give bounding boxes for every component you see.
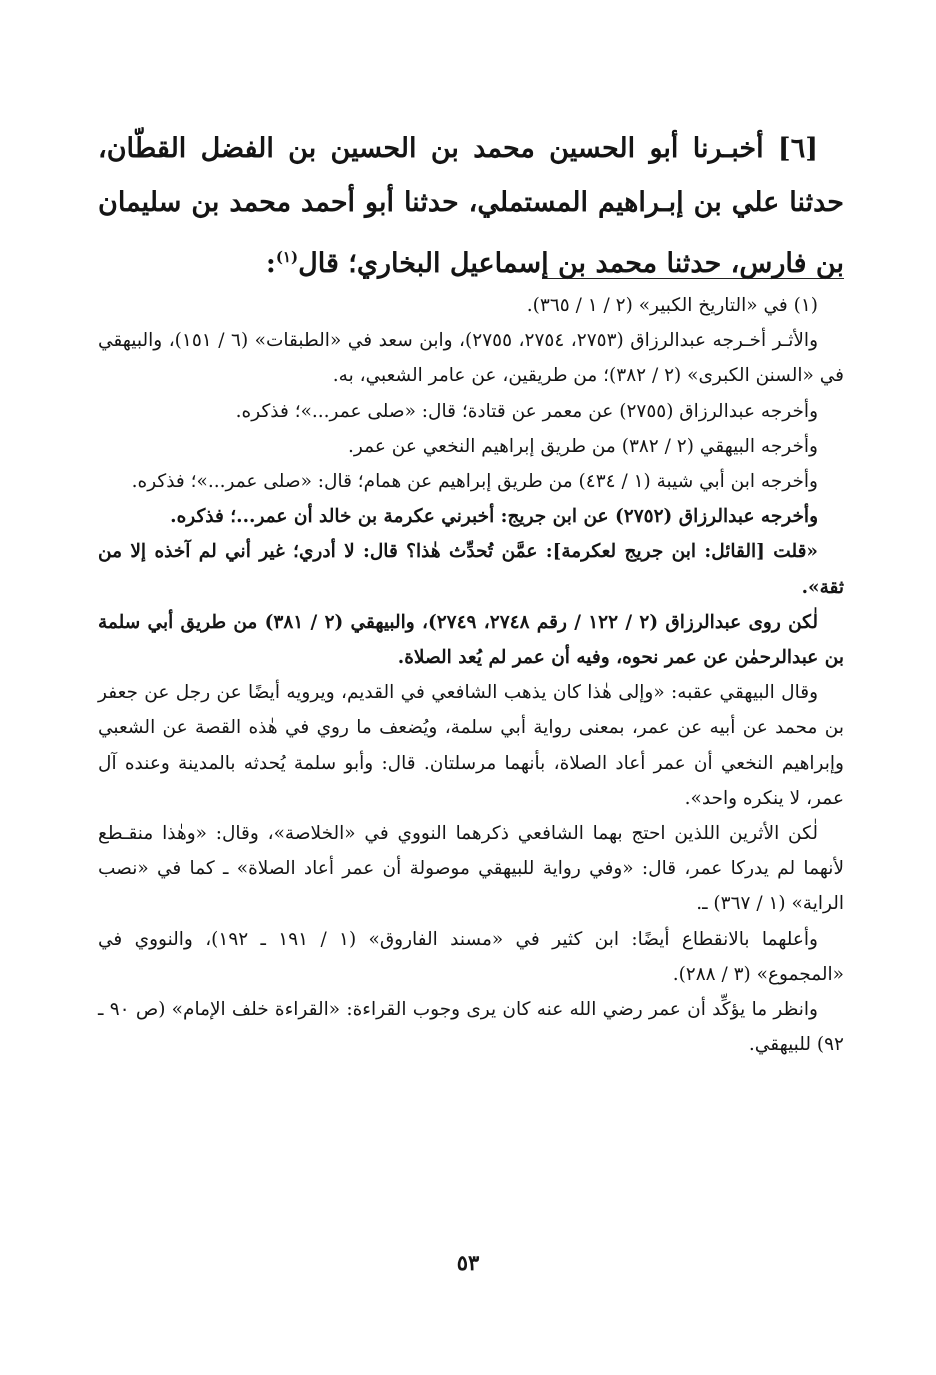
footnote-line: والأثـر أخـرجه عبدالرزاق (٢٧٥٣، ٢٧٥٤، ٢٧٥٥)، وابن سعد في «الطبقات» (٦ / ١٥١)، والبيهقي في «السنن الكبرى» (٢ / ٣٨٢)؛ من طريقين، عن عامر الشعبي، به. xyxy=(98,330,844,387)
footnote-line: وأخرجه ابن أبي شيبة (١ / ٤٣٤) من طريق إبراهيم عن همام؛ قال: «صلى عمر...»؛ فذكره. xyxy=(131,471,818,493)
footnotes-section xyxy=(98,288,844,1062)
footnote-line: وأعلهما بالانقطاع أيضًا: ابن كثير في «مسند الفاروق» (١ / ١٩١ ـ ١٩٢)، والنووي في «المجموع» (٣ / ٢٨٨). xyxy=(98,928,844,985)
footnote-line: لٰكن الأثرين اللذين احتج بهما الشافعي ذكرهما النووي في «الخلاصة»، وقال: «وهٰذا منقـطع لأنهما لم يدركا عمر، قال: «وفي رواية للبيهقي موصولة أن عمر أعاد الصلاة» ـ كما في «نصب الراية» (١ / ٣٦٧) ـ. xyxy=(98,823,844,915)
footnote-separator xyxy=(542,278,844,279)
footnote-line: لٰكن روى عبدالرزاق (٢ / ١٢٢ / رقم ٢٧٤٨، ٢٧٤٩)، والبيهقي (٢ / ٣٨١) من طريق أبي سلمة بن عبدالرحمٰن عن عمر نحوه، وفيه أن عمر لم يُعد الصلاة. xyxy=(98,611,844,669)
hadith-paragraph xyxy=(98,122,844,291)
hadith-ending: : xyxy=(265,248,276,279)
footnote-line: «قلت [القائل: ابن جريج لعكرمة]: عمَّن تُحدِّث هٰذا؟ قال: لا أدري؛ غير أني لم آخذه إلا من ثقة». xyxy=(98,541,844,598)
hadith-text: [٦] أخبـرنا أبو الحسين محمد بن الحسين بن الفضل القطّان، حدثنا علي بن إبـراهيم المستملي، حدثنا أبو أحمد محمد بن سليمان بن فارس، حدثنا محمد بن إسماعيل البخاري؛ قال xyxy=(98,133,844,279)
footnote-line: وانظر ما يؤكِّد أن عمر رضي الله عنه كان يرى وجوب القراءة: «القراءة خلف الإمام» (ص ٩٠ ـ ٩٢) للبيهقي. xyxy=(98,999,844,1056)
footnote-line: وقال البيهقي عقبه: «وإلى هٰذا كان يذهب الشافعي في القديم، ويرويه أيضًا عن رجل عن جعفر بن محمد عن أبيه عن عمر، بمعنى رواية أبي سلمة، ويُضعف ما روي في هٰذه القصة عن الشعبي وإبراهيم النخعي أن عمر أعاد الصلاة، بأنهما مرسلتان. قال: وأبو سلمة يُحدثه بالمدينة وعنده آل عمر، لا ينكره واحد». xyxy=(98,682,844,809)
footnote-line: وأخرجه البيهقي (٢ / ٣٨٢) من طريق إبراهيم النخعي عن عمر. xyxy=(348,435,818,457)
footnote-line: وأخرجه عبدالرزاق (٢٧٥٢) عن ابن جريج: أخبرني عكرمة بن خالد أن عمر...؛ فذكره. xyxy=(170,506,818,528)
footnote-marker[interactable]: (١) xyxy=(275,248,299,266)
footnote-line: (١) في «التاريخ الكبير» (٢ / ١ / ٣٦٥). xyxy=(526,295,818,316)
main-hadith-text xyxy=(98,122,844,291)
footnote-line: وأخرجه عبدالرزاق (٢٧٥٥) عن معمر عن قتادة؛ قال: «صلى عمر...»؛ فذكره. xyxy=(235,400,818,422)
page-number: ٥٣ xyxy=(456,1250,480,1275)
